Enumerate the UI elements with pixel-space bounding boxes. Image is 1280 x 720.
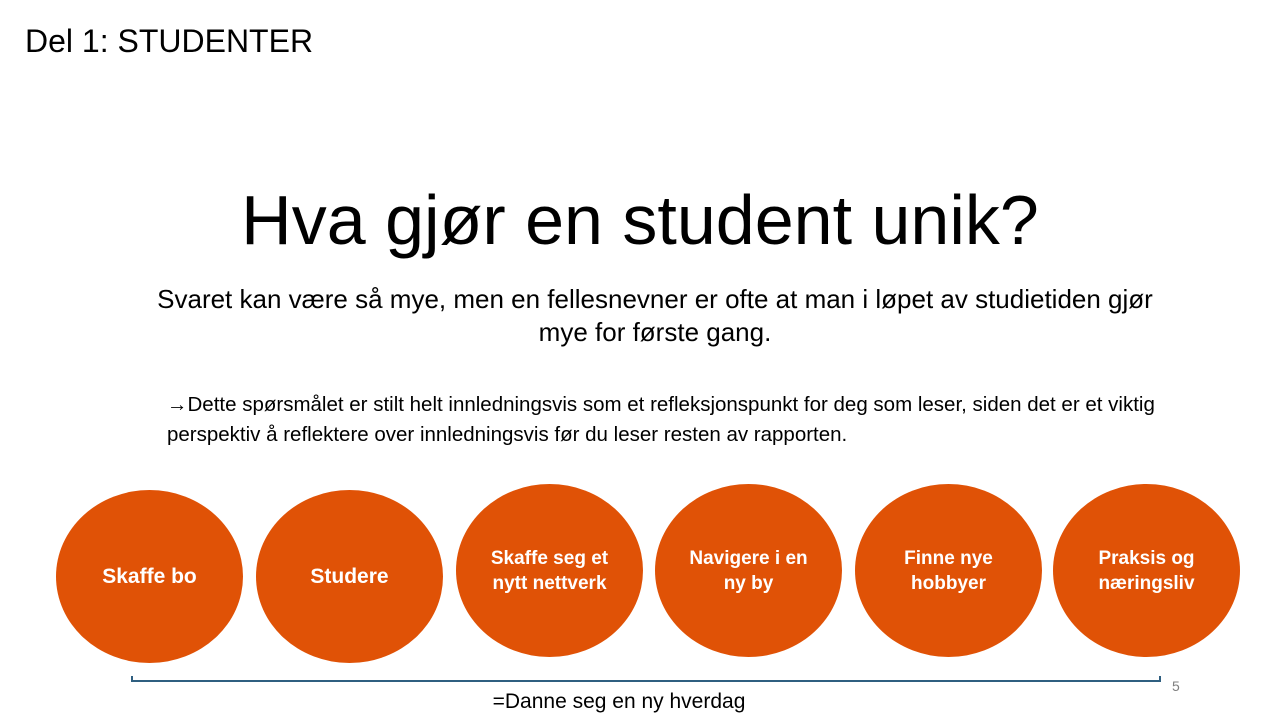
circle-skaffe-bo xyxy=(56,490,243,663)
circle-label: Studere xyxy=(310,565,389,588)
circle-praksis xyxy=(1053,484,1240,657)
bracket-line xyxy=(131,676,1161,682)
circle-navigere xyxy=(655,484,842,657)
circle-label: Navigere i en ny by xyxy=(689,547,808,594)
bracket-caption: =Danne seg en ny hverdag xyxy=(492,690,746,713)
circle-label: Skaffe seg et nytt nettverk xyxy=(490,547,609,594)
circle-label: Praksis og næringsliv xyxy=(1098,547,1195,594)
circle-nettverk xyxy=(456,484,643,657)
circle-hobbyer xyxy=(855,484,1042,657)
page-number: 5 xyxy=(1172,678,1180,694)
subtitle: Svaret kan være så mye, men en fellesnevner er ofte at man i løpet av studietiden gjør mye for første gang. xyxy=(157,284,1153,347)
section-label: Del 1: STUDENTER xyxy=(25,23,314,59)
reflection-note: →Dette spørsmålet er stilt helt innledningsvis som et refleksjonspunkt for deg som leser, siden det er et viktig perspektiv å reflektere over innledningsvis før du leser resten av rapporten. xyxy=(167,393,1155,446)
circle-label: Skaffe bo xyxy=(102,565,197,588)
circle-label: Finne nye hobbyer xyxy=(904,547,993,594)
main-title: Hva gjør en student unik? xyxy=(241,181,1039,259)
circle-studere xyxy=(256,490,443,663)
